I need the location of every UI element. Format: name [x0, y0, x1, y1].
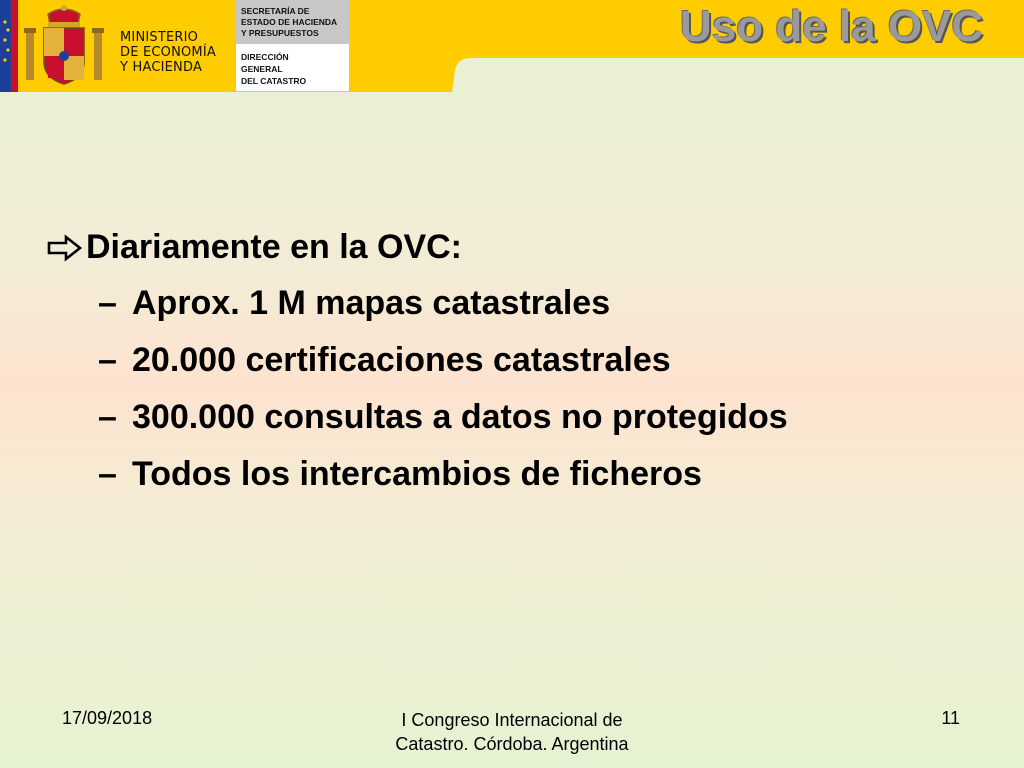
sub-bullet-text: Aprox. 1 M mapas catastrales	[132, 284, 611, 322]
sub-bullet	[44, 278, 1004, 335]
ministry-line: DE ECONOMÍA	[120, 45, 216, 60]
slide-title: Uso de la OVC	[680, 2, 984, 51]
agency-top-line: Y PRESUPUESTOS	[241, 28, 319, 38]
slide-content	[44, 222, 1004, 506]
sub-bullet-dash: –	[98, 455, 117, 493]
sub-bullet-dash: –	[98, 398, 117, 436]
sub-bullet-text: Todos los intercambios de ficheros	[132, 455, 702, 493]
agency-top-line: SECRETARÍA DE	[241, 6, 310, 16]
sub-bullet-dash: –	[98, 284, 117, 322]
main-bullet	[44, 222, 1004, 278]
sub-bullet	[44, 335, 1004, 392]
ministry-name	[120, 30, 230, 75]
agency-bottom-line: GENERAL	[241, 64, 283, 74]
agency-bottom-line: DIRECCIÓN	[241, 52, 289, 62]
ministry-line: Y HACIENDA	[120, 60, 203, 75]
coat-of-arms-icon	[24, 4, 104, 86]
agency-box	[236, 0, 349, 91]
footer-event	[362, 708, 662, 756]
sub-bullet-dash: –	[98, 341, 117, 379]
eu-flag-strip	[0, 0, 18, 92]
footer-event-line: Catastro. Córdoba. Argentina	[395, 734, 629, 754]
ministry-line: MINISTERIO	[120, 30, 199, 45]
page-number: 11	[941, 708, 960, 728]
footer-event-line: I Congreso Internacional de	[401, 710, 623, 730]
sub-bullet	[44, 392, 1004, 449]
footer-date: 17/09/2018	[62, 708, 153, 728]
main-bullet-text: Diariamente en la OVC:	[86, 228, 463, 266]
sub-bullet	[44, 449, 1004, 506]
sub-bullet-text: 300.000 consultas a datos no protegidos	[132, 398, 788, 436]
header-band	[0, 0, 1024, 92]
sub-bullet-text: 20.000 certificaciones catastrales	[132, 341, 671, 379]
agency-top-line: ESTADO DE HACIENDA	[241, 17, 338, 27]
outline-arrow-right-icon	[46, 234, 84, 262]
agency-bottom-line: DEL CATASTRO	[241, 76, 307, 86]
